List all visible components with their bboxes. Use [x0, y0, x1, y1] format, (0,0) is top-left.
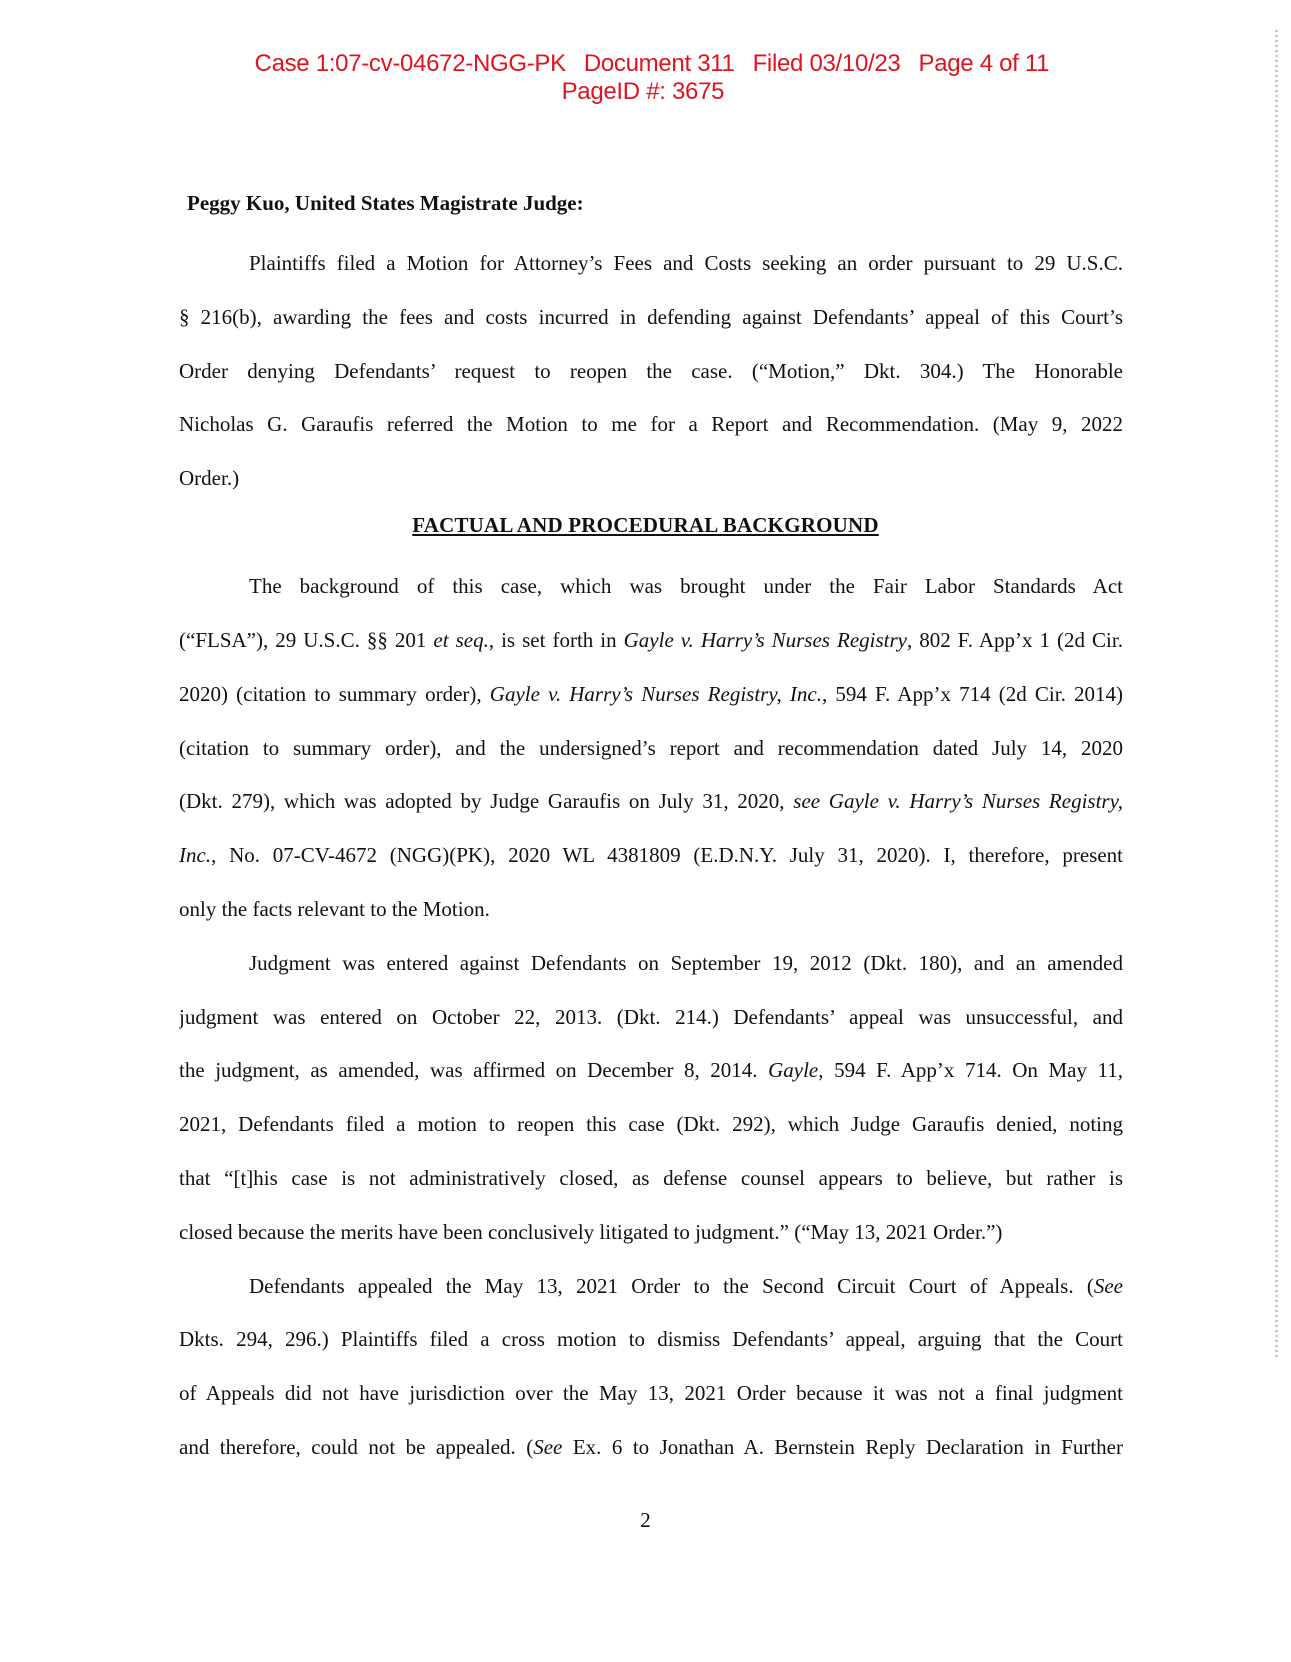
- text-segment: , is set forth in: [488, 628, 624, 652]
- text-line: [249, 572, 1123, 600]
- ecf-header: [0, 22, 1291, 106]
- text-line: [249, 949, 1123, 977]
- text-segment: Dkts. 294, 296.) Plaintiffs filed a cross motion to dismiss Defendants’ appeal, arguing that the Court: [179, 1327, 1123, 1351]
- italic-citation: See: [533, 1435, 563, 1459]
- text-segment: Ex. 6 to Jonathan A. Bernstein Reply Declaration in Further: [562, 1435, 1123, 1459]
- text-segment: 2020) (citation to summary order),: [179, 682, 490, 706]
- text-line: [179, 1164, 1123, 1192]
- text-line: [179, 1379, 1123, 1407]
- judge-attribution: Peggy Kuo, United States Magistrate Judge:: [187, 191, 584, 215]
- text-segment: (“FLSA”), 29 U.S.C. §§ 201: [179, 628, 434, 652]
- text-segment: Plaintiffs filed a Motion for Attorney’s Fees and Costs seeking an order pursuant to 29 U.S.C.: [249, 251, 1123, 275]
- document-number: Document 311: [583, 50, 735, 77]
- text-line: [179, 680, 1123, 708]
- text-segment: , 594 F. App’x 714 (2d Cir. 2014): [821, 682, 1123, 706]
- italic-citation: Gayle v. Harry’s Nurses Registry, Inc.: [489, 682, 822, 706]
- italic-citation: Inc.: [179, 843, 212, 867]
- text-segment: 2021, Defendants filed a motion to reopen this case (Dkt. 292), which Judge Garaufis denied, noting: [179, 1112, 1123, 1136]
- text-segment: , No. 07-CV-4672 (NGG)(PK), 2020 WL 4381809 (E.D.N.Y. July 31, 2020). I, therefore, present: [211, 843, 1123, 867]
- section-heading: FACTUAL AND PROCEDURAL BACKGROUND: [412, 513, 879, 537]
- scan-edge-artifact: [1275, 30, 1278, 1360]
- text-segment: (Dkt. 279), which was adopted by Judge Garaufis on July 31, 2020,: [179, 789, 794, 813]
- text-line: [179, 410, 1123, 438]
- text-segment: only the facts relevant to the Motion.: [179, 897, 490, 921]
- text-line: [179, 895, 1123, 923]
- text-segment: of Appeals did not have jurisdiction over the May 13, 2021 Order because it was not a final judgment: [179, 1381, 1123, 1405]
- text-line: [179, 303, 1123, 331]
- page-count: Page 4 of 11: [918, 50, 1050, 77]
- text-segment: (citation to summary order), and the undersigned’s report and recommendation dated July 14, 2020: [179, 736, 1123, 760]
- text-line: [179, 1110, 1123, 1138]
- italic-citation: see Gayle v. Harry’s Nurses Registry,: [793, 789, 1123, 813]
- text-line: [179, 1056, 1123, 1084]
- text-segment: Order.): [179, 466, 240, 490]
- text-segment: The background of this case, which was brought under the Fair Labor Standards Act: [249, 574, 1123, 598]
- italic-citation: See: [1093, 1274, 1123, 1298]
- italic-citation: Gayle: [768, 1058, 819, 1082]
- text-segment: , 802 F. App’x 1 (2d Cir.: [906, 628, 1123, 652]
- page-id: PageID #: 3675: [561, 78, 725, 105]
- text-line: [179, 1218, 1123, 1246]
- text-line: [179, 464, 1123, 492]
- text-segment: closed because the merits have been conclusively litigated to judgment.” (“May 13, 2021 Order.”): [179, 1220, 1003, 1244]
- text-segment: judgment was entered on October 22, 2013. (Dkt. 214.) Defendants’ appeal was unsuccessful, and: [179, 1005, 1123, 1029]
- text-line: [179, 357, 1123, 385]
- text-line: [179, 1433, 1123, 1461]
- text-line: [249, 249, 1123, 277]
- text-segment: , 594 F. App’x 714. On May 11,: [818, 1058, 1123, 1082]
- text-segment: and therefore, could not be appealed. (: [179, 1435, 534, 1459]
- text-line: [179, 734, 1123, 762]
- text-segment: Nicholas G. Garaufis referred the Motion to me for a Report and Recommendation. (May 9, 2022: [179, 412, 1123, 436]
- italic-citation: Gayle v. Harry’s Nurses Registry: [623, 628, 907, 652]
- text-line: [249, 1272, 1123, 1300]
- text-segment: § 216(b), awarding the fees and costs incurred in defending against Defendants’ appeal of this Court’s: [179, 305, 1123, 329]
- text-segment: the judgment, as amended, was affirmed on December 8, 2014.: [179, 1058, 769, 1082]
- filed-date: Filed 03/10/23: [752, 50, 901, 77]
- text-line: [179, 841, 1123, 869]
- text-line: [179, 626, 1123, 654]
- text-line: [179, 1325, 1123, 1353]
- case-number: Case 1:07-cv-04672-NGG-PK: [254, 50, 566, 77]
- text-segment: Judgment was entered against Defendants on September 19, 2012 (Dkt. 180), and an amended: [249, 951, 1123, 975]
- text-line: [179, 787, 1123, 815]
- text-segment: Order denying Defendants’ request to reopen the case. (“Motion,” Dkt. 304.) The Honorable: [179, 359, 1123, 383]
- text-segment: that “[t]his case is not administratively closed, as defense counsel appears to believe, but rather is: [179, 1166, 1123, 1190]
- italic-citation: et seq.: [433, 628, 489, 652]
- text-segment: Defendants appealed the May 13, 2021 Order to the Second Circuit Court of Appeals. (: [249, 1274, 1094, 1298]
- page-number: 2: [640, 1508, 651, 1532]
- text-line: [179, 1003, 1123, 1031]
